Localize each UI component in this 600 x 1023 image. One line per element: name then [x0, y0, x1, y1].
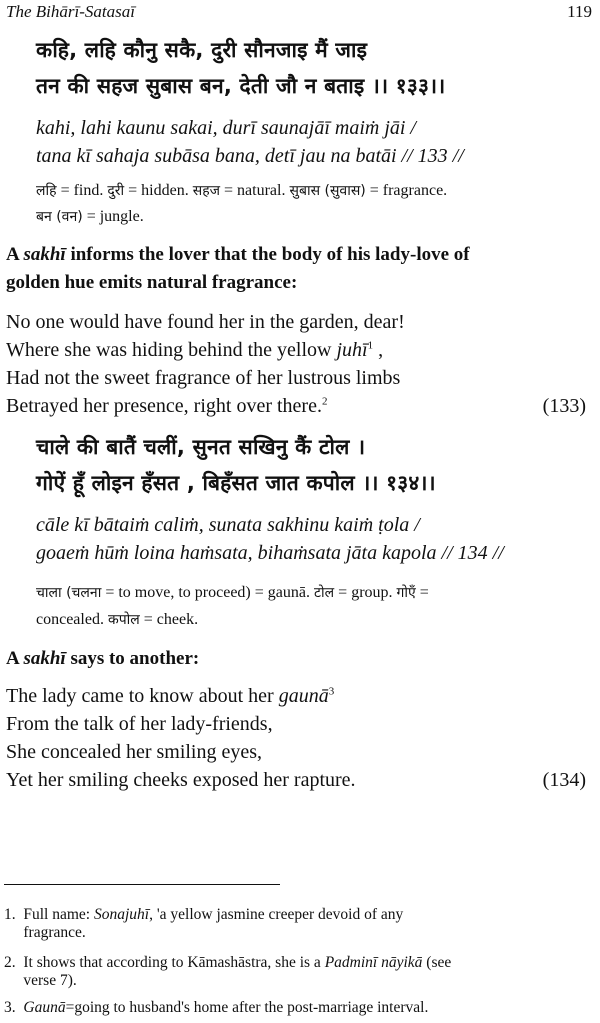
verse-134-devanagari-line-2: गोऐं हूँ लोइन हँसत , बिहँसत जात कपोल ।। १३४।।: [36, 471, 436, 495]
verse-134-poem-line-1: The lady came to know about her gaunā$^3$: [6, 685, 335, 707]
verse-133-poem-line-1: No one would have found her in the garden, dear!: [6, 311, 405, 333]
verse-133-gloss-line-2: बन (वन) = jungle.: [36, 208, 144, 225]
running-header-title: The Bihārī-Satasaī: [6, 2, 135, 21]
verse-133-devanagari-line-2: तन की सहज सुबास बन, देती जौ न बताइ ।। १३३।।: [36, 74, 446, 98]
verse-134-poem-line-2: From the talk of her lady-friends,: [6, 713, 273, 735]
footnote-3: 3. Gaunā=going to husband's home after the post-marriage interval.: [4, 999, 429, 1016]
verse-133-poem-line-4: Betrayed her presence, right over there.$^2$: [6, 395, 328, 417]
verse-134-gloss-line-2: concealed. कपोल = cheek.: [36, 611, 199, 628]
verse-133-devanagari-line-1: कहि, लहि कौनु सकै, दुरी सौनजाइ मैं जाइ: [36, 38, 368, 62]
verse-134-poem-line-3: She concealed her smiling eyes,: [6, 741, 263, 763]
verse-134-intro: A sakhī says to another:: [6, 648, 200, 669]
verse-134-devanagari-line-1: चाले की बातैं चलीं, सुनत सखिनु कैं टोल ।: [36, 435, 366, 459]
verse-133-number: (133): [542, 395, 586, 417]
verse-133-poem-line-3: Had not the sweet fragrance of her lustrous limbs: [6, 367, 401, 389]
verse-134-gloss-line-1: चाला (चलना = to move, to proceed) = gaunā. टोल = group. गोएँ =: [36, 584, 429, 601]
verse-133-translit-line-2: tana kī sahaja subāsa bana, detī jau na batāi // 133 //: [36, 145, 464, 167]
verse-133-intro-line-2: golden hue emits natural fragrance:: [6, 272, 298, 293]
verse-134-number: (134): [542, 769, 586, 791]
footnote-1: 1. Full name: Sonajuhī, 'a yellow jasmine creeper devoid of any fragrance.: [4, 906, 404, 941]
verse-134-translit-line-1: cāle kī bātaiṁ caliṁ, sunata sakhinu kaiṁ ṭola /: [36, 514, 420, 536]
footnote-rule: [4, 884, 280, 885]
footnote-2: 2. It shows that according to Kāmashāstra, she is a Padminī nāyikā (see verse 7).: [4, 954, 452, 989]
verse-134-translit-line-2: goaeṁ hūṁ loina haṁsata, bihaṁsata jāta kapola // 134 //: [36, 542, 504, 564]
page-number: 119: [567, 2, 592, 21]
verse-133-gloss-line-1: लहि = find. दुरी = hidden. सहज = natural. सुबास (सुवास) = fragrance.: [36, 182, 448, 199]
verse-133-translit-line-1: kahi, lahi kaunu sakai, durī saunajāī maiṁ jāi /: [36, 117, 416, 139]
verse-133-intro-line-1: A sakhī informs the lover that the body of his lady-love of: [6, 244, 470, 265]
verse-134-poem-line-4: Yet her smiling cheeks exposed her rapture.: [6, 769, 356, 791]
verse-133-poem-line-2: Where she was hiding behind the yellow juhī$^1$ ,: [6, 339, 384, 361]
